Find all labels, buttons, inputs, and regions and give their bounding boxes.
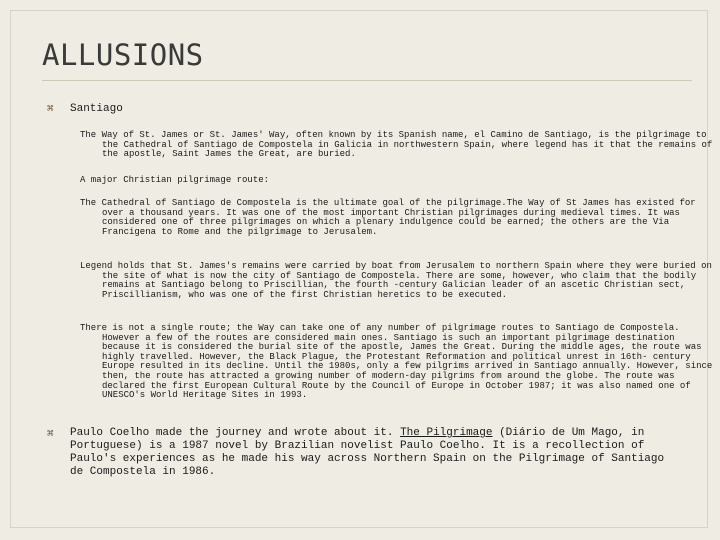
paragraph-cathedral: The Cathedral of Santiago de Compostela is the ultimate goal of the pilgrimage.The Way of St James has existed for over a thousand years. It was one of the most important Christian pilgrimages during medieval times. It was considered one of three pilgrimages on which a plenary indulgence could be earned; the others are the Via Francigena to Rome and the pilgrimage to Jerusalem. (80, 198, 696, 237)
paragraph-routes: There is not a single route; the Way can take one of any number of pilgrimage routes to Santiago de Compostela. However a few of the routes are considered main ones. Santiago is such an important pilgrimage destination because it is considered the burial site of the apostle, James the Great. During the middle ages, the route was highly travelled. However, the Black Plague, the Protestant Reformation and political unrest in 16th- century Europe resulted in its decline. Until the 1980s, only a few pilgrims arrived in Santiago annually. However, since then, the route has attracted a growing number of modern-day pilgrims from around the globe. The route was declared the first European Cultural Route by the Council of Europe in October 1987; it was also named one of UNESCO's World Heritage Sites in 1993. (80, 323, 713, 401)
bullet-santiago-label: Santiago (70, 103, 123, 115)
paragraph-way-of-st-james: The Way of St. James or St. James' Way, often known by its Spanish name, el Camino de Santiago, is the pilgrimage to the Cathedral of Santiago de Compostela in Galicia in northwestern Spain, where legend has it that the remains of the apostle, Saint James the Great, are buried. (80, 130, 713, 160)
bullet-icon: ⌘ (47, 429, 54, 441)
coelho-intro-text: Paulo Coelho made the journey and wrote about it. (70, 427, 401, 439)
slide-title: ALLUSIONS (42, 38, 204, 72)
coelho-description-text: (Diário de Um Mago, in Portuguese) is a 1987 novel by Brazilian novelist Paulo Coelho. It is a recollection of Paulo's experiences as he made his way across Northern Spain on the Pilgrimage of Santiago de Compostela in 1986. (70, 427, 665, 478)
bullet-coelho-text (70, 427, 682, 479)
paragraph-major-route: A major Christian pilgrimage route: (80, 175, 270, 185)
bullet-icon: ⌘ (47, 104, 54, 116)
paragraph-legend: Legend holds that St. James's remains were carried by boat from Jerusalem to northern Spain where they were buried on the site of what is now the city of Santiago de Compostela. There are some, however, who claim that the bodily remains at Santiago belong to Priscillian, the fourth -century Galician leader of an ascetic Christian sect, Priscillianism, who was one of the first Christian heretics to be executed. (80, 261, 712, 300)
title-divider (42, 80, 692, 81)
the-pilgrimage-link[interactable]: The Pilgrimage (400, 427, 493, 439)
